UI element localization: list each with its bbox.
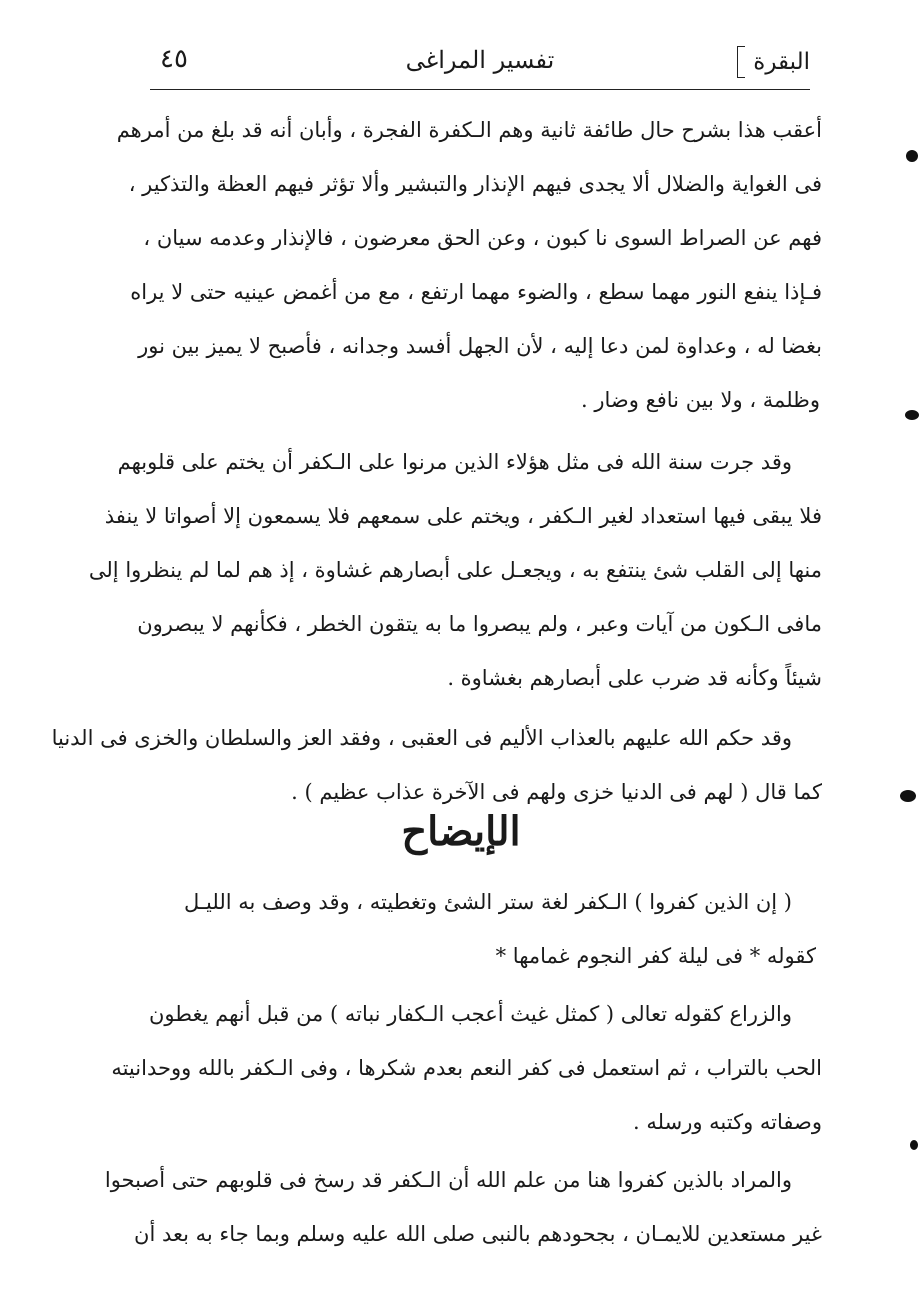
text-line: كقوله * فى ليلة كفر النجوم غمامها * xyxy=(495,944,816,968)
text-line: فهم عن الصراط السوى نا كبون ، وعن الحق معرضون ، فالإنذار وعدمه سيان ، xyxy=(143,226,822,250)
scan-speck xyxy=(900,790,916,802)
text-line: وقد حكم الله عليهم بالعذاب الأليم فى العقبى ، وفقد العز والسلطان والخزى فى الدنيا xyxy=(51,726,792,750)
text-line: فـإذا ينفع النور مهما سطع ، والضوء مهما ارتفع ، مع من أغمض عينيه حتى لا يراه xyxy=(130,280,822,304)
section-heading: الإيضاح xyxy=(401,808,521,855)
text-line: منها إلى القلب شئ ينتفع به ، ويجعـل على أبصارهم غشاوة ، إذ هم لما لم ينظروا إلى xyxy=(88,558,822,582)
text-line: بغضا له ، وعداوة لمن دعا إليه ، لأن الجهل أفسد وجدانه ، فأصبح لا يميز بين نور xyxy=(138,334,822,358)
text-line: والمراد بالذين كفروا هنا من علم الله أن الـكفر قد رسخ فى قلوبهم حتى أصبحوا xyxy=(104,1168,792,1192)
running-header xyxy=(150,40,810,92)
text-line: مافى الـكون من آيات وعبر ، ولم يبصروا ما به يتقون الخطر ، فكأنهم لا يبصرون xyxy=(137,612,822,636)
text-line: الحب بالتراب ، ثم استعمل فى كفر النعم بعدم شكرها ، وفى الـكفر بالله ووحدانيته xyxy=(111,1056,822,1080)
surah-name-text: البقرة xyxy=(753,49,810,75)
text-line: فى الغواية والضلال ألا يجدى فيهم الإنذار والتبشير وألا تؤثر فيهم العظة والتذكير ، xyxy=(128,172,822,196)
scan-speck xyxy=(906,150,918,162)
text-line: والزراع كقوله تعالى ( كمثل غيث أعجب الـكفار نباته ) من قبل أنهم يغطون xyxy=(148,1002,792,1026)
text-line: وقد جرت سنة الله فى مثل هؤلاء الذين مرنوا على الـكفر أن يختم على قلوبهم xyxy=(117,450,792,474)
text-line: أعقب هذا بشرح حال طائفة ثانية وهم الـكفرة الفجرة ، وأبان أنه قد بلغ من أمرهم xyxy=(116,118,822,142)
scan-speck xyxy=(905,410,919,420)
book-title: تفسير المراغى xyxy=(405,46,555,74)
text-line: وظلمة ، ولا بين نافع وضار . xyxy=(581,388,820,412)
scan-speck xyxy=(910,1140,918,1150)
text-line: ( إن الذين كفروا ) الـكفر لغة ستر الشئ وتغطيته ، وقد وصف به الليـل xyxy=(184,890,792,914)
header-rule xyxy=(150,89,810,90)
text-line: كما قال ( لهم فى الدنيا خزى ولهم فى الآخرة عذاب عظيم ) . xyxy=(291,780,822,804)
text-line: وصفاته وكتبه ورسله . xyxy=(633,1110,822,1134)
text-line: غير مستعدين للايمـان ، بجحودهم بالنبى صلى الله عليه وسلم وبما جاء به بعد أن xyxy=(134,1222,822,1246)
page-number: ٤٥ xyxy=(160,44,188,74)
text-line: فلا يبقى فيها استعداد لغير الـكفر ، ويختم على سمعهم فلا يسمعون إلا أصواتا لا ينفذ xyxy=(104,504,822,528)
text-line: شيئاً وكأنه قد ضرب على أبصارهم بغشاوة . xyxy=(447,666,822,690)
